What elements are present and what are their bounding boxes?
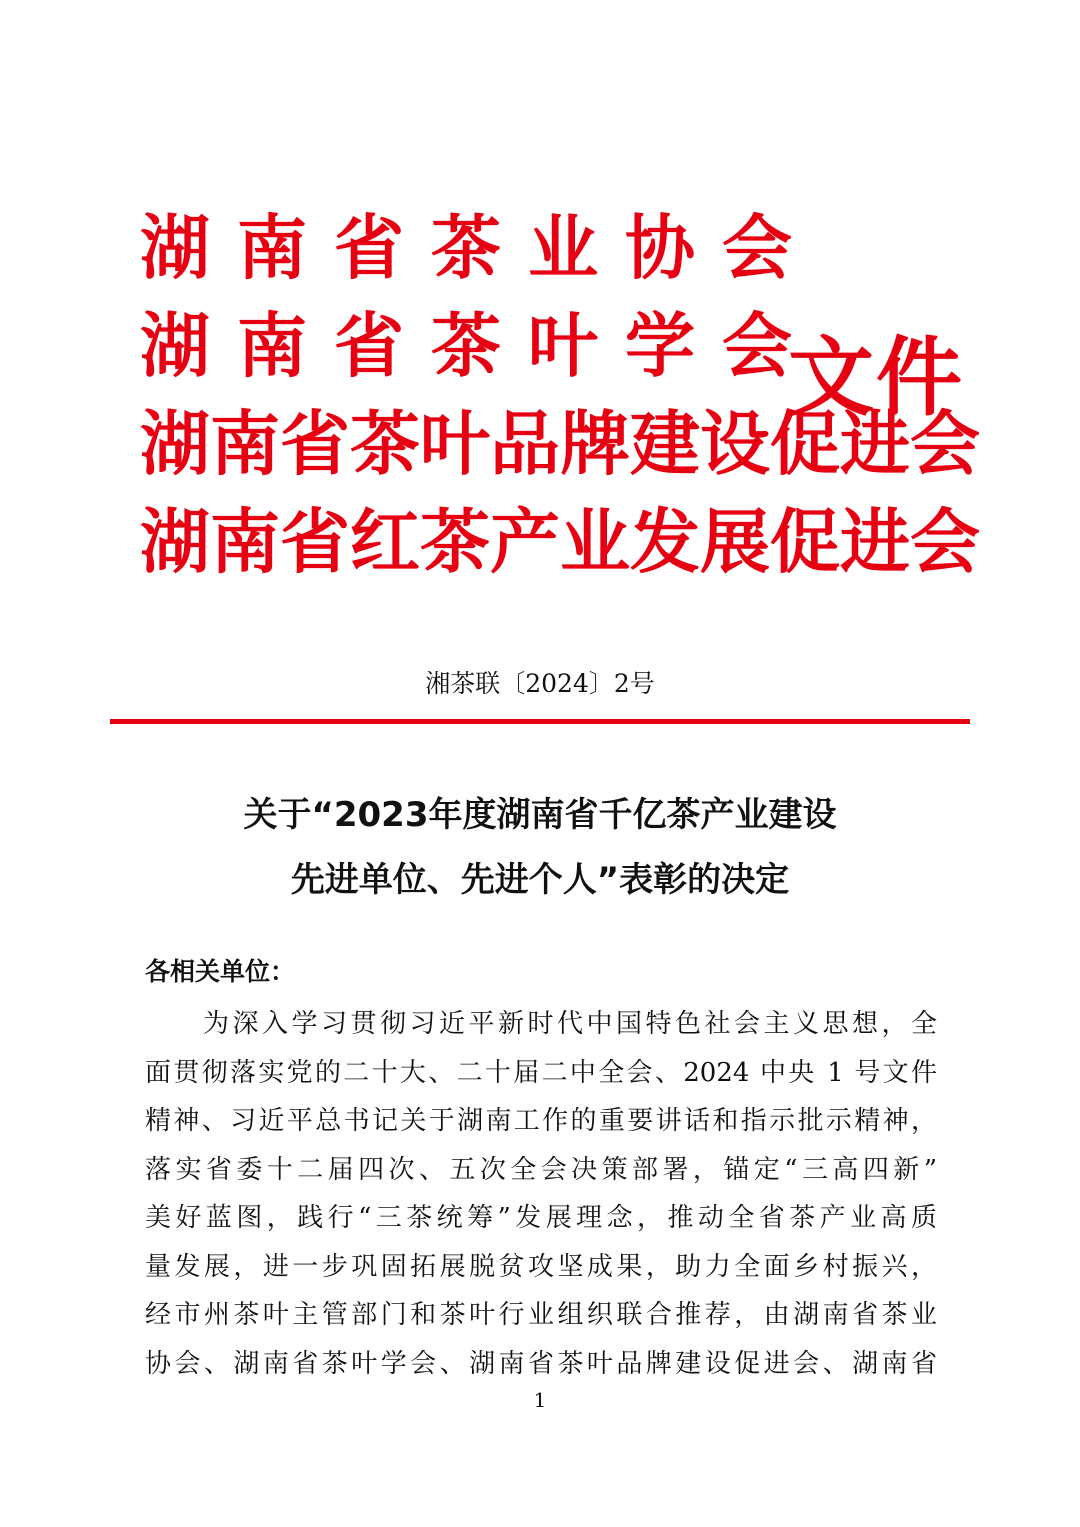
body-line: 面贯彻落实党的二十大、二十届二中全会、2024 中央 1 号文件 (145, 1057, 937, 1088)
issuer-line-4: 湖南省红茶产业发展促进会 (140, 501, 980, 583)
body-line: 量发展，进一步巩固拓展脱贫攻坚成果，助力全面乡村振兴， (145, 1251, 937, 1282)
body-line: 落实省委十二届四次、五次全会决策部署，锚定“三高四新” (145, 1154, 937, 1185)
body-line: 精神、习近平总书记关于湖南工作的重要讲话和指示批示精神， (145, 1106, 937, 1136)
document-title-line-1: 关于“2023年度湖南省千亿茶产业建设 (243, 795, 837, 835)
document-suffix: 文件 (788, 328, 964, 428)
red-header (140, 205, 980, 595)
red-divider (110, 719, 970, 724)
issuer-line-2: 湖南省茶叶学会 (140, 305, 819, 387)
document-number: 湘茶联〔2024〕2号 (425, 669, 655, 698)
body-paragraph (145, 1000, 937, 1388)
body-line: 经市州茶叶主管部门和茶叶行业组织联合推荐，由湖南省茶业 (145, 1300, 937, 1330)
body-line: 为深入学习贯彻习近平新时代中国特色社会主义思想，全 (203, 1009, 937, 1039)
issuer-line-3: 湖南省茶叶品牌建设促进会 (140, 403, 980, 485)
page-number: 1 (533, 1388, 547, 1412)
issuer-line-1: 湖南省茶业协会 (140, 207, 819, 289)
document-title-line-2: 先进单位、先进个人”表彰的决定 (290, 860, 790, 900)
body-line: 美好蓝图，践行“三茶统筹”发展理念，推动全省茶产业高质 (145, 1203, 937, 1233)
body-line: 协会、湖南省茶叶学会、湖南省茶叶品牌建设促进会、湖南省 (145, 1348, 937, 1379)
salutation: 各相关单位： (145, 957, 296, 986)
